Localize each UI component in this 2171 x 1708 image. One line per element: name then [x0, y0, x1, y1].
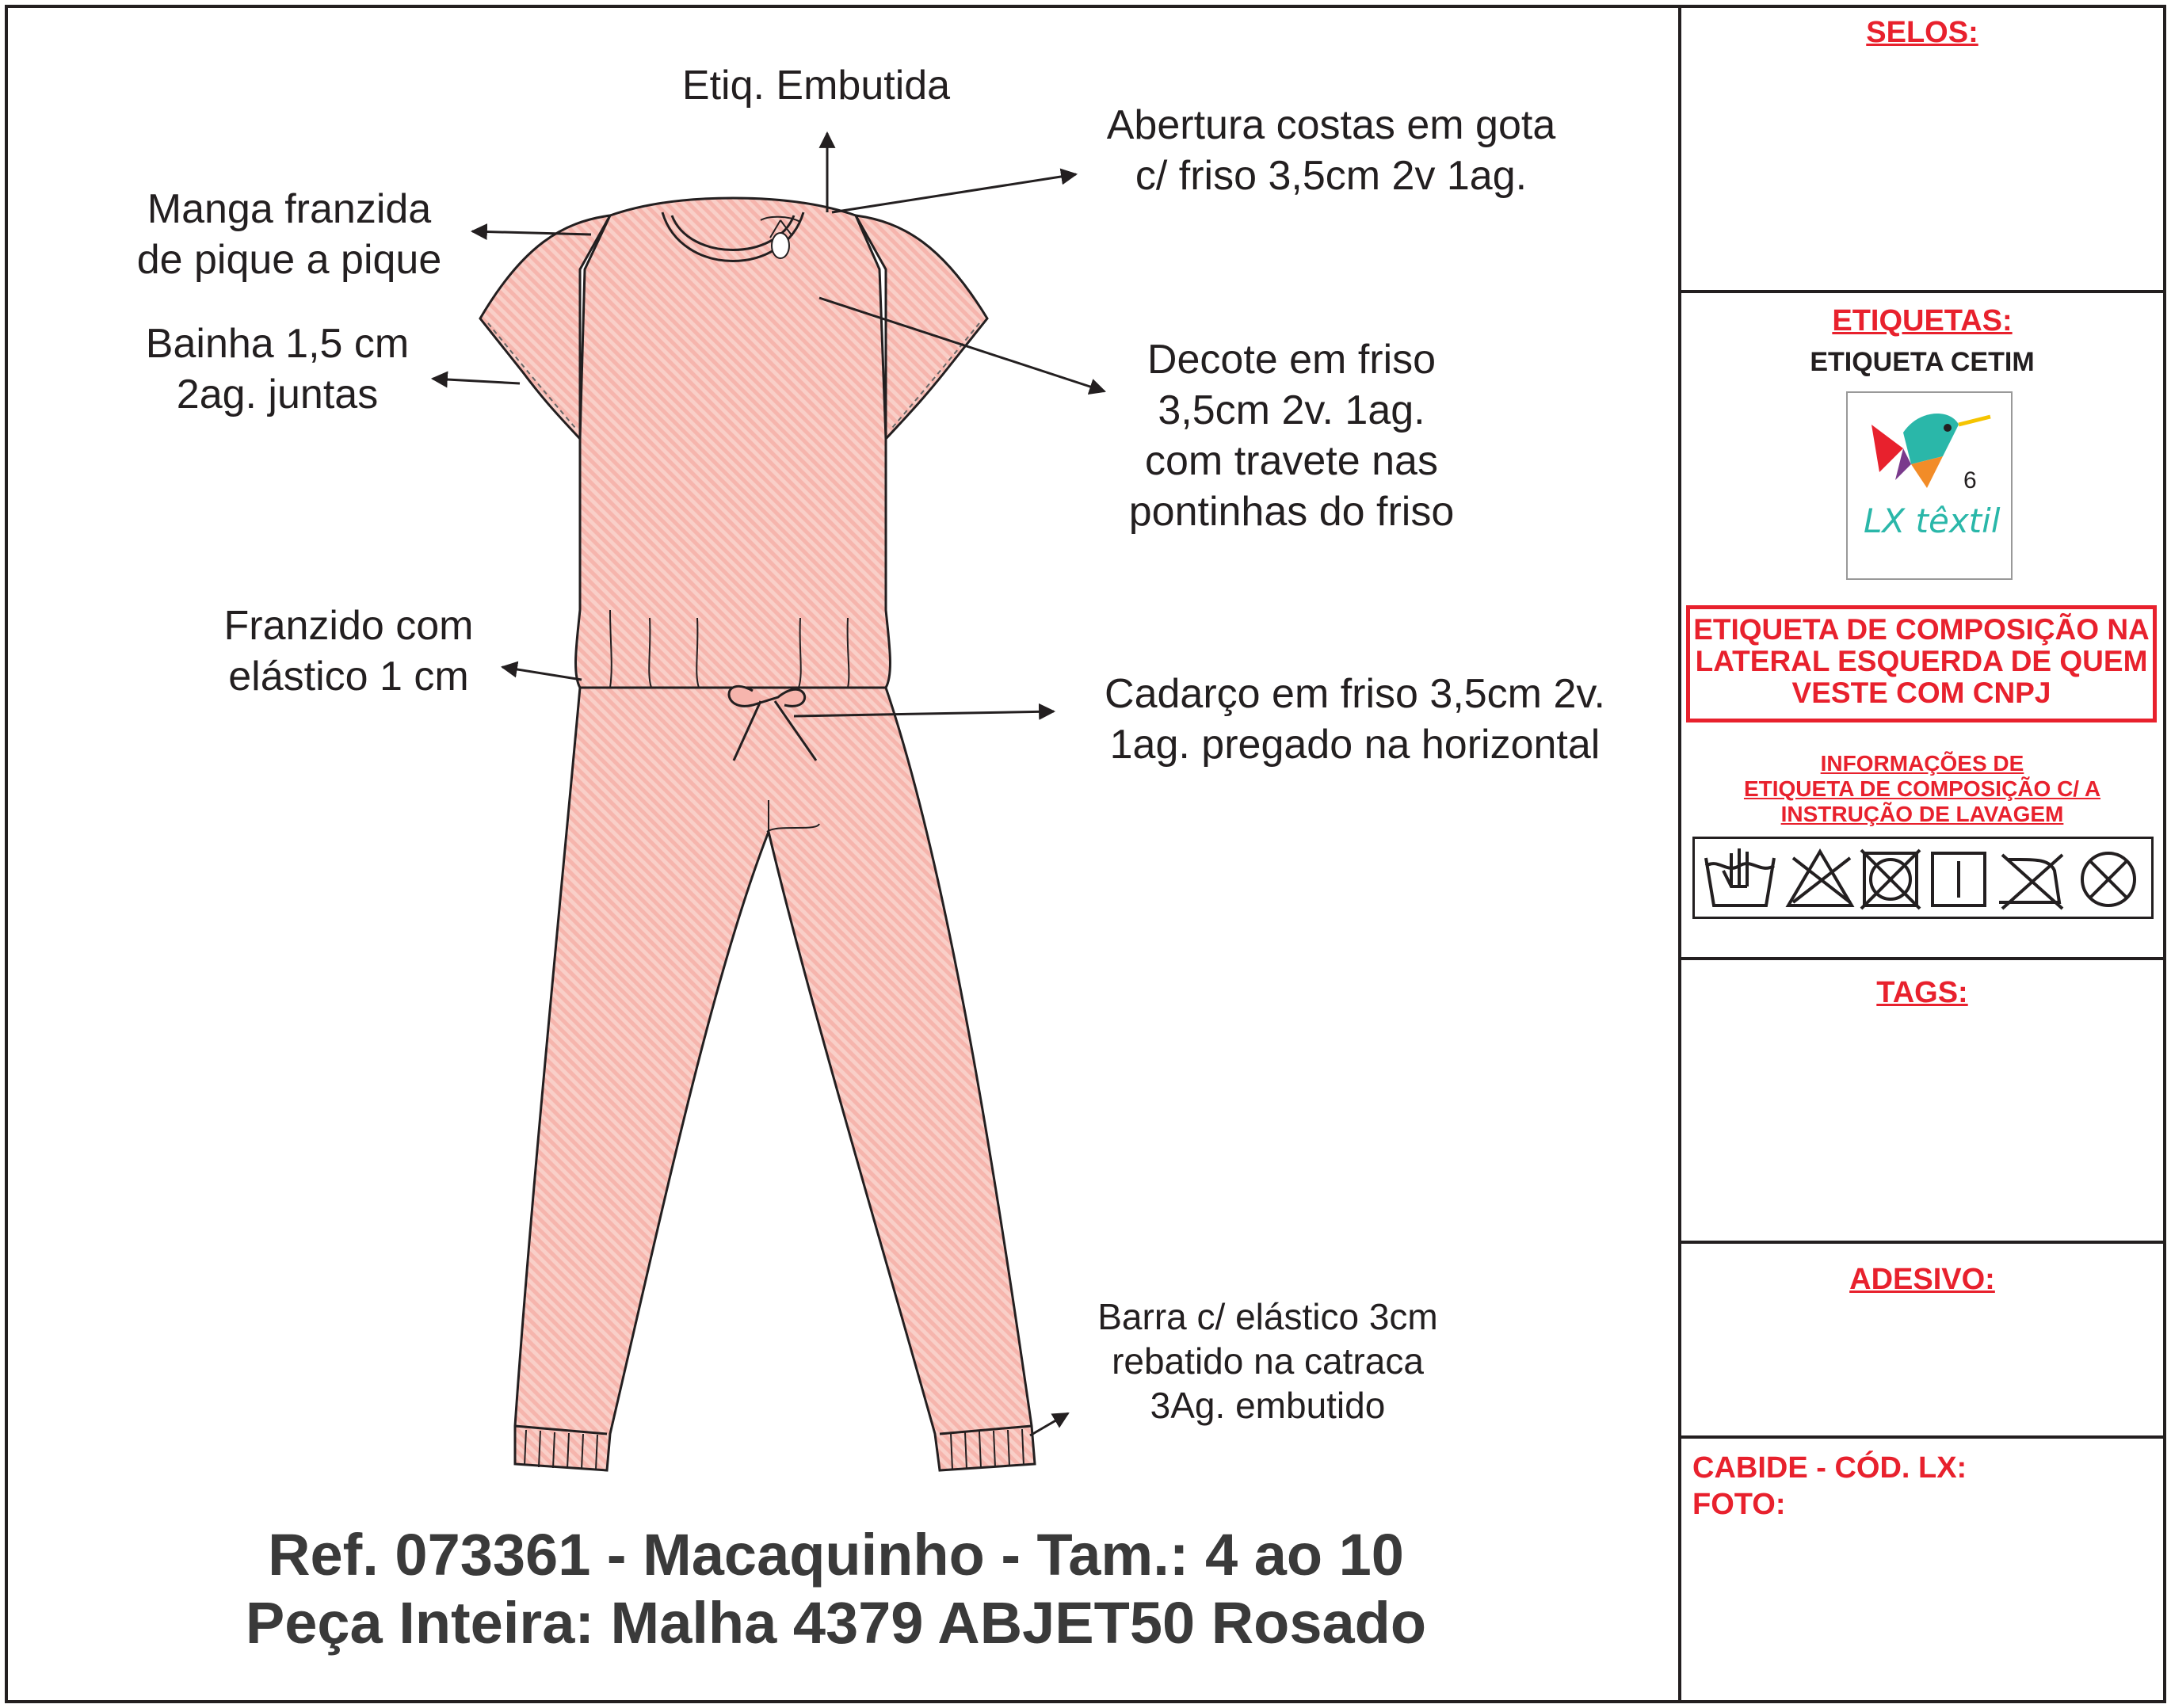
foto-label: FOTO:: [1692, 1488, 1786, 1521]
note-decote: Decote em friso 3,5cm 2v. 1ag. com travete nas pontinhas do friso: [1128, 337, 1455, 535]
svg-text:LX têxtil: LX têxtil: [1864, 501, 2001, 540]
selos-title: SELOS:: [1866, 16, 1978, 49]
etiquetas-title: ETIQUETAS:: [1832, 304, 2013, 337]
note-abertura: Abertura costas em gota c/ friso 3,5cm 2v 1ag.: [1106, 102, 1556, 199]
hand-wash-icon: [1706, 848, 1774, 905]
no-dry-clean-icon: [2082, 853, 2135, 905]
spec-sidebar: [1678, 8, 2163, 1700]
pants: [515, 688, 1035, 1470]
section-etiquetas: [1681, 293, 2163, 960]
adesivo-title: ADESIVO:: [1849, 1263, 1995, 1296]
section-selos: [1681, 8, 2163, 293]
line-dry-icon: [1933, 853, 1985, 905]
section-adesivo: [1681, 1244, 2163, 1439]
care-info-title: INFORMAÇÕES DE ETIQUETA DE COMPOSIÇÃO C/ A INSTRUÇÃO DE LAVAGEM: [1743, 751, 2101, 826]
section-cabide: [1681, 1439, 2163, 1700]
no-tumble-dry-icon: [1861, 850, 1920, 909]
note-barra: Barra c/ elástico 3cm rebatido na catraca 3Ag. embutido: [1097, 1296, 1438, 1426]
garment-area: [8, 8, 1678, 1700]
note-etiq-embutida: Etiq. Embutida: [681, 63, 951, 109]
tags-title: TAGS:: [1876, 976, 1968, 1009]
product-material: Peça Inteira: Malha 4379 ABJET50 Rosado: [245, 1590, 1427, 1656]
hummingbird-logo-icon: [1848, 393, 2011, 578]
etiqueta-cetim-label: ETIQUETA CETIM: [1810, 347, 2035, 377]
note-manga: Manga franzida de pique a pique: [136, 186, 442, 283]
note-franzido: Franzido com elástico 1 cm: [223, 603, 474, 700]
no-bleach-icon: [1788, 852, 1852, 905]
svg-text:6: 6: [1963, 467, 1977, 494]
no-iron-icon: [1999, 855, 2062, 909]
section-tags: [1681, 960, 2163, 1244]
care-symbols: [1692, 837, 2154, 919]
tech-sheet: [5, 5, 2166, 1703]
product-title: [8, 1521, 1664, 1657]
note-bainha: Bainha 1,5 cm 2ag. juntas: [145, 321, 410, 417]
bodice: [576, 198, 891, 688]
note-cadarco: Cadarço em friso 3,5cm 2v. 1ag. pregado na horizontal: [1105, 671, 1605, 768]
cabide-label: CABIDE - CÓD. LX:: [1692, 1451, 1967, 1485]
satin-label: [1846, 391, 2013, 580]
product-ref: Ref. 073361 - Macaquinho - Tam.: 4 ao 10: [268, 1522, 1404, 1588]
composition-label-note: ETIQUETA DE COMPOSIÇÃO NA LATERAL ESQUERDA DE QUEM VESTE COM CNPJ: [1686, 605, 2157, 722]
